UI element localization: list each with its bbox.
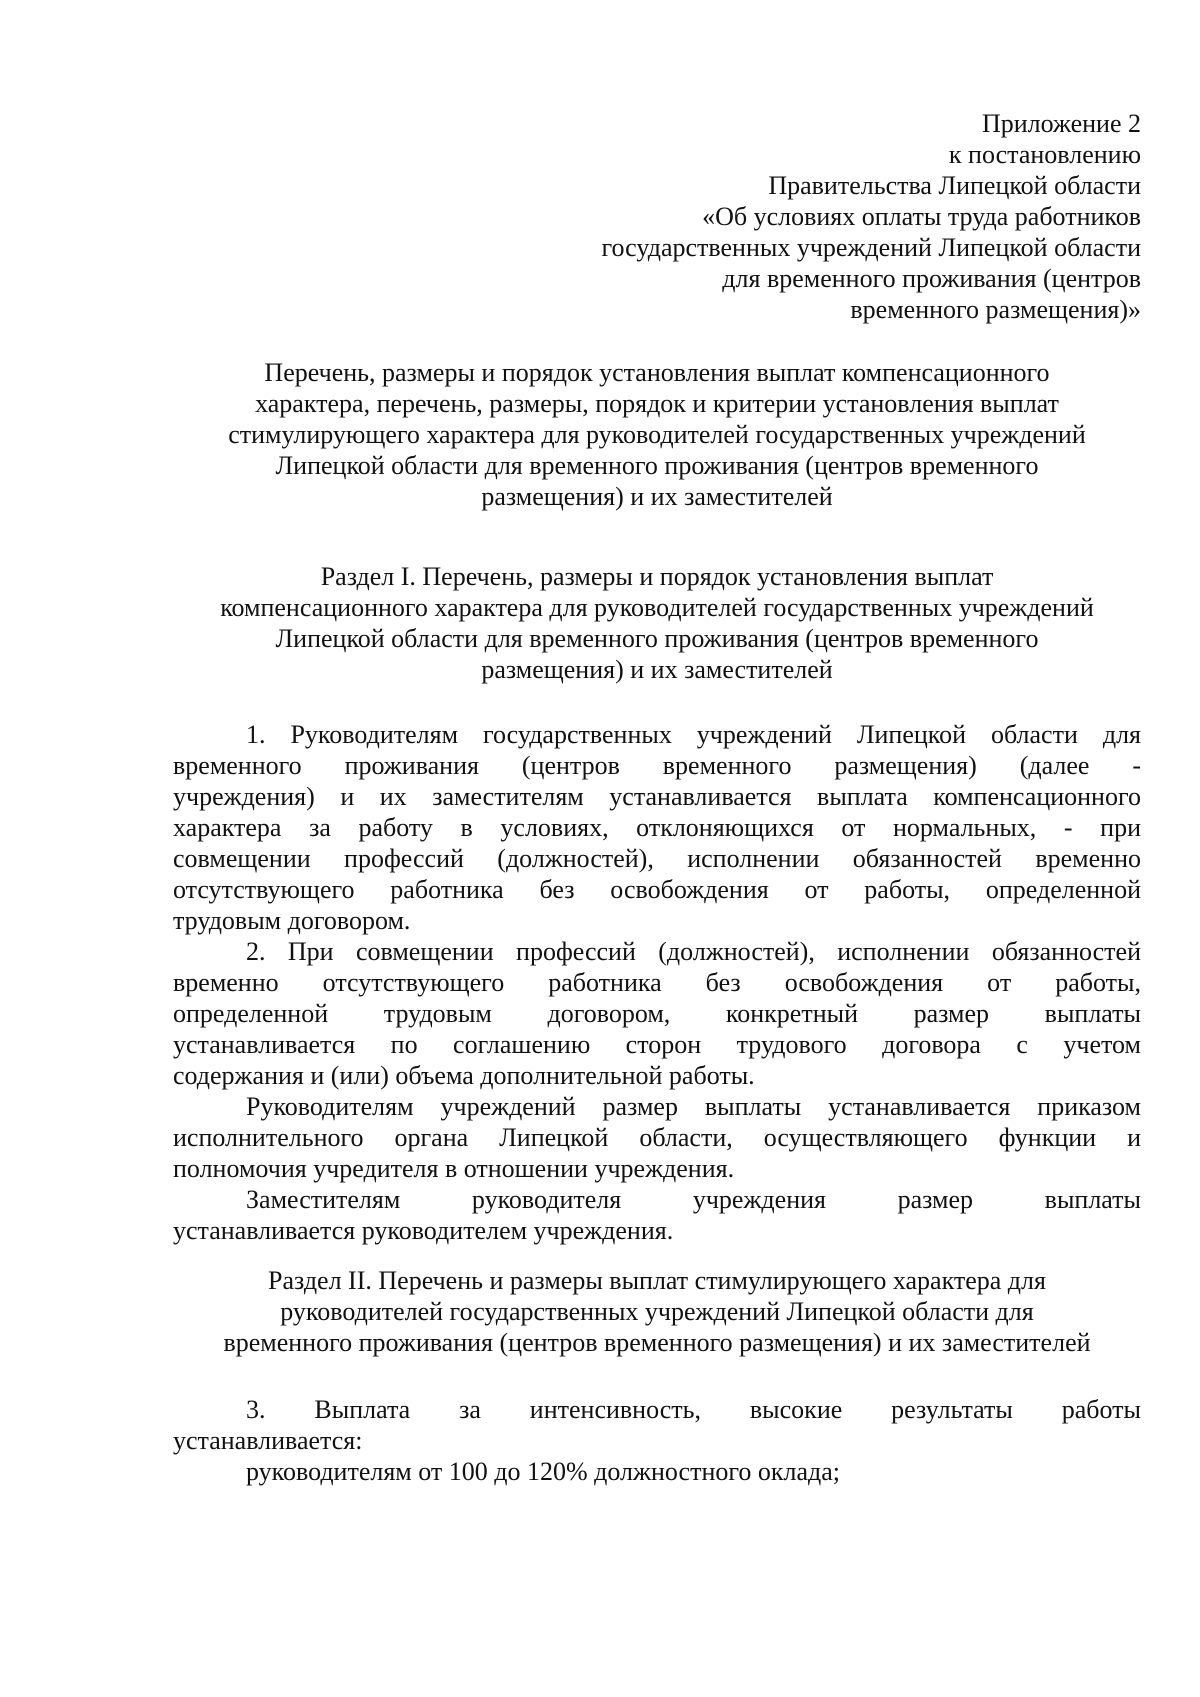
paragraph-line: учреждения) и их заместителям устанавливается выплата компенсационного bbox=[173, 782, 1141, 811]
annex-line: для временного проживания (центров bbox=[722, 264, 1141, 293]
title-line: характера, перечень, размеры, порядок и критерии установления выплат bbox=[255, 389, 1059, 418]
paragraph-line: устанавливается: bbox=[173, 1426, 363, 1455]
document-title bbox=[173, 357, 1141, 512]
title-line: стимулирующего характера для руководителей государственных учреждений bbox=[228, 420, 1086, 449]
heading-line: временного проживания (центров временного размещения) и их заместителей bbox=[223, 1328, 1091, 1357]
heading-line: руководителей государственных учреждений Липецкой области для bbox=[280, 1297, 1034, 1326]
paragraph-4 bbox=[173, 1184, 1141, 1246]
heading-line: Липецкой области для временного проживания (центров временного bbox=[275, 624, 1039, 653]
paragraph-line: содержания и (или) объема дополнительной работы. bbox=[173, 1061, 755, 1090]
paragraph-5 bbox=[173, 1394, 1141, 1456]
paragraph-line: отсутствующего работника без освобождения от работы, определенной bbox=[173, 875, 1141, 904]
section-1-heading bbox=[173, 561, 1141, 685]
heading-line: Раздел II. Перечень и размеры выплат стимулирующего характера для bbox=[268, 1266, 1046, 1295]
paragraph-line: исполнительного органа Липецкой области, осуществляющего функции и bbox=[173, 1123, 1141, 1152]
paragraph-line: 1. Руководителям государственных учреждений Липецкой области для bbox=[246, 720, 1141, 749]
paragraph-line: 2. При совмещении профессий (должностей), исполнении обязанностей bbox=[246, 937, 1141, 966]
annex-line: к постановлению bbox=[948, 140, 1141, 169]
title-line: размещения) и их заместителей bbox=[481, 482, 833, 511]
paragraph-line: определенной трудовым договором, конкретный размер выплаты bbox=[173, 999, 1141, 1028]
annex-line: государственных учреждений Липецкой области bbox=[601, 233, 1141, 262]
paragraph-line: 3. Выплата за интенсивность, высокие результаты работы bbox=[246, 1395, 1141, 1424]
paragraph-line: временного проживания (центров временного размещения) (далее - bbox=[173, 751, 1141, 780]
paragraph-6 bbox=[173, 1456, 1141, 1487]
section-2-heading bbox=[173, 1265, 1141, 1358]
paragraph-3 bbox=[173, 1091, 1141, 1184]
paragraph-line: трудовым договором. bbox=[173, 906, 411, 935]
paragraph-line: совмещении профессий (должностей), исполнении обязанностей временно bbox=[173, 844, 1141, 873]
heading-line: компенсационного характера для руководителей государственных учреждений bbox=[220, 593, 1094, 622]
paragraph-line: устанавливается руководителем учреждения. bbox=[173, 1216, 674, 1245]
paragraph-line: характера за работу в условиях, отклоняющихся от нормальных, - при bbox=[173, 813, 1141, 842]
paragraph-line: Заместителям руководителя учреждения размер выплаты bbox=[246, 1185, 1141, 1214]
paragraph-line: временно отсутствующего работника без освобождения от работы, bbox=[173, 968, 1141, 997]
paragraph-line: полномочия учредителя в отношении учреждения. bbox=[173, 1154, 735, 1183]
paragraph-1 bbox=[173, 719, 1141, 936]
paragraph-line: руководителям от 100 до 120% должностного оклада; bbox=[246, 1457, 841, 1486]
title-line: Липецкой области для временного проживания (центров временного bbox=[275, 451, 1039, 480]
document-page bbox=[173, 108, 1141, 1487]
annex-line: временного размещения)» bbox=[850, 295, 1141, 324]
annex-header bbox=[173, 108, 1141, 325]
annex-line: Правительства Липецкой области bbox=[768, 171, 1141, 200]
paragraph-line: устанавливается по соглашению сторон трудового договора с учетом bbox=[173, 1030, 1141, 1059]
annex-line: Приложение 2 bbox=[981, 109, 1141, 138]
paragraph-line: Руководителям учреждений размер выплаты устанавливается приказом bbox=[246, 1092, 1141, 1121]
title-line: Перечень, размеры и порядок установления выплат компенсационного bbox=[264, 358, 1050, 387]
paragraph-2 bbox=[173, 936, 1141, 1091]
annex-line: «Об условиях оплаты труда работников bbox=[702, 202, 1141, 231]
heading-line: Раздел I. Перечень, размеры и порядок установления выплат bbox=[320, 562, 994, 591]
heading-line: размещения) и их заместителей bbox=[481, 655, 833, 684]
